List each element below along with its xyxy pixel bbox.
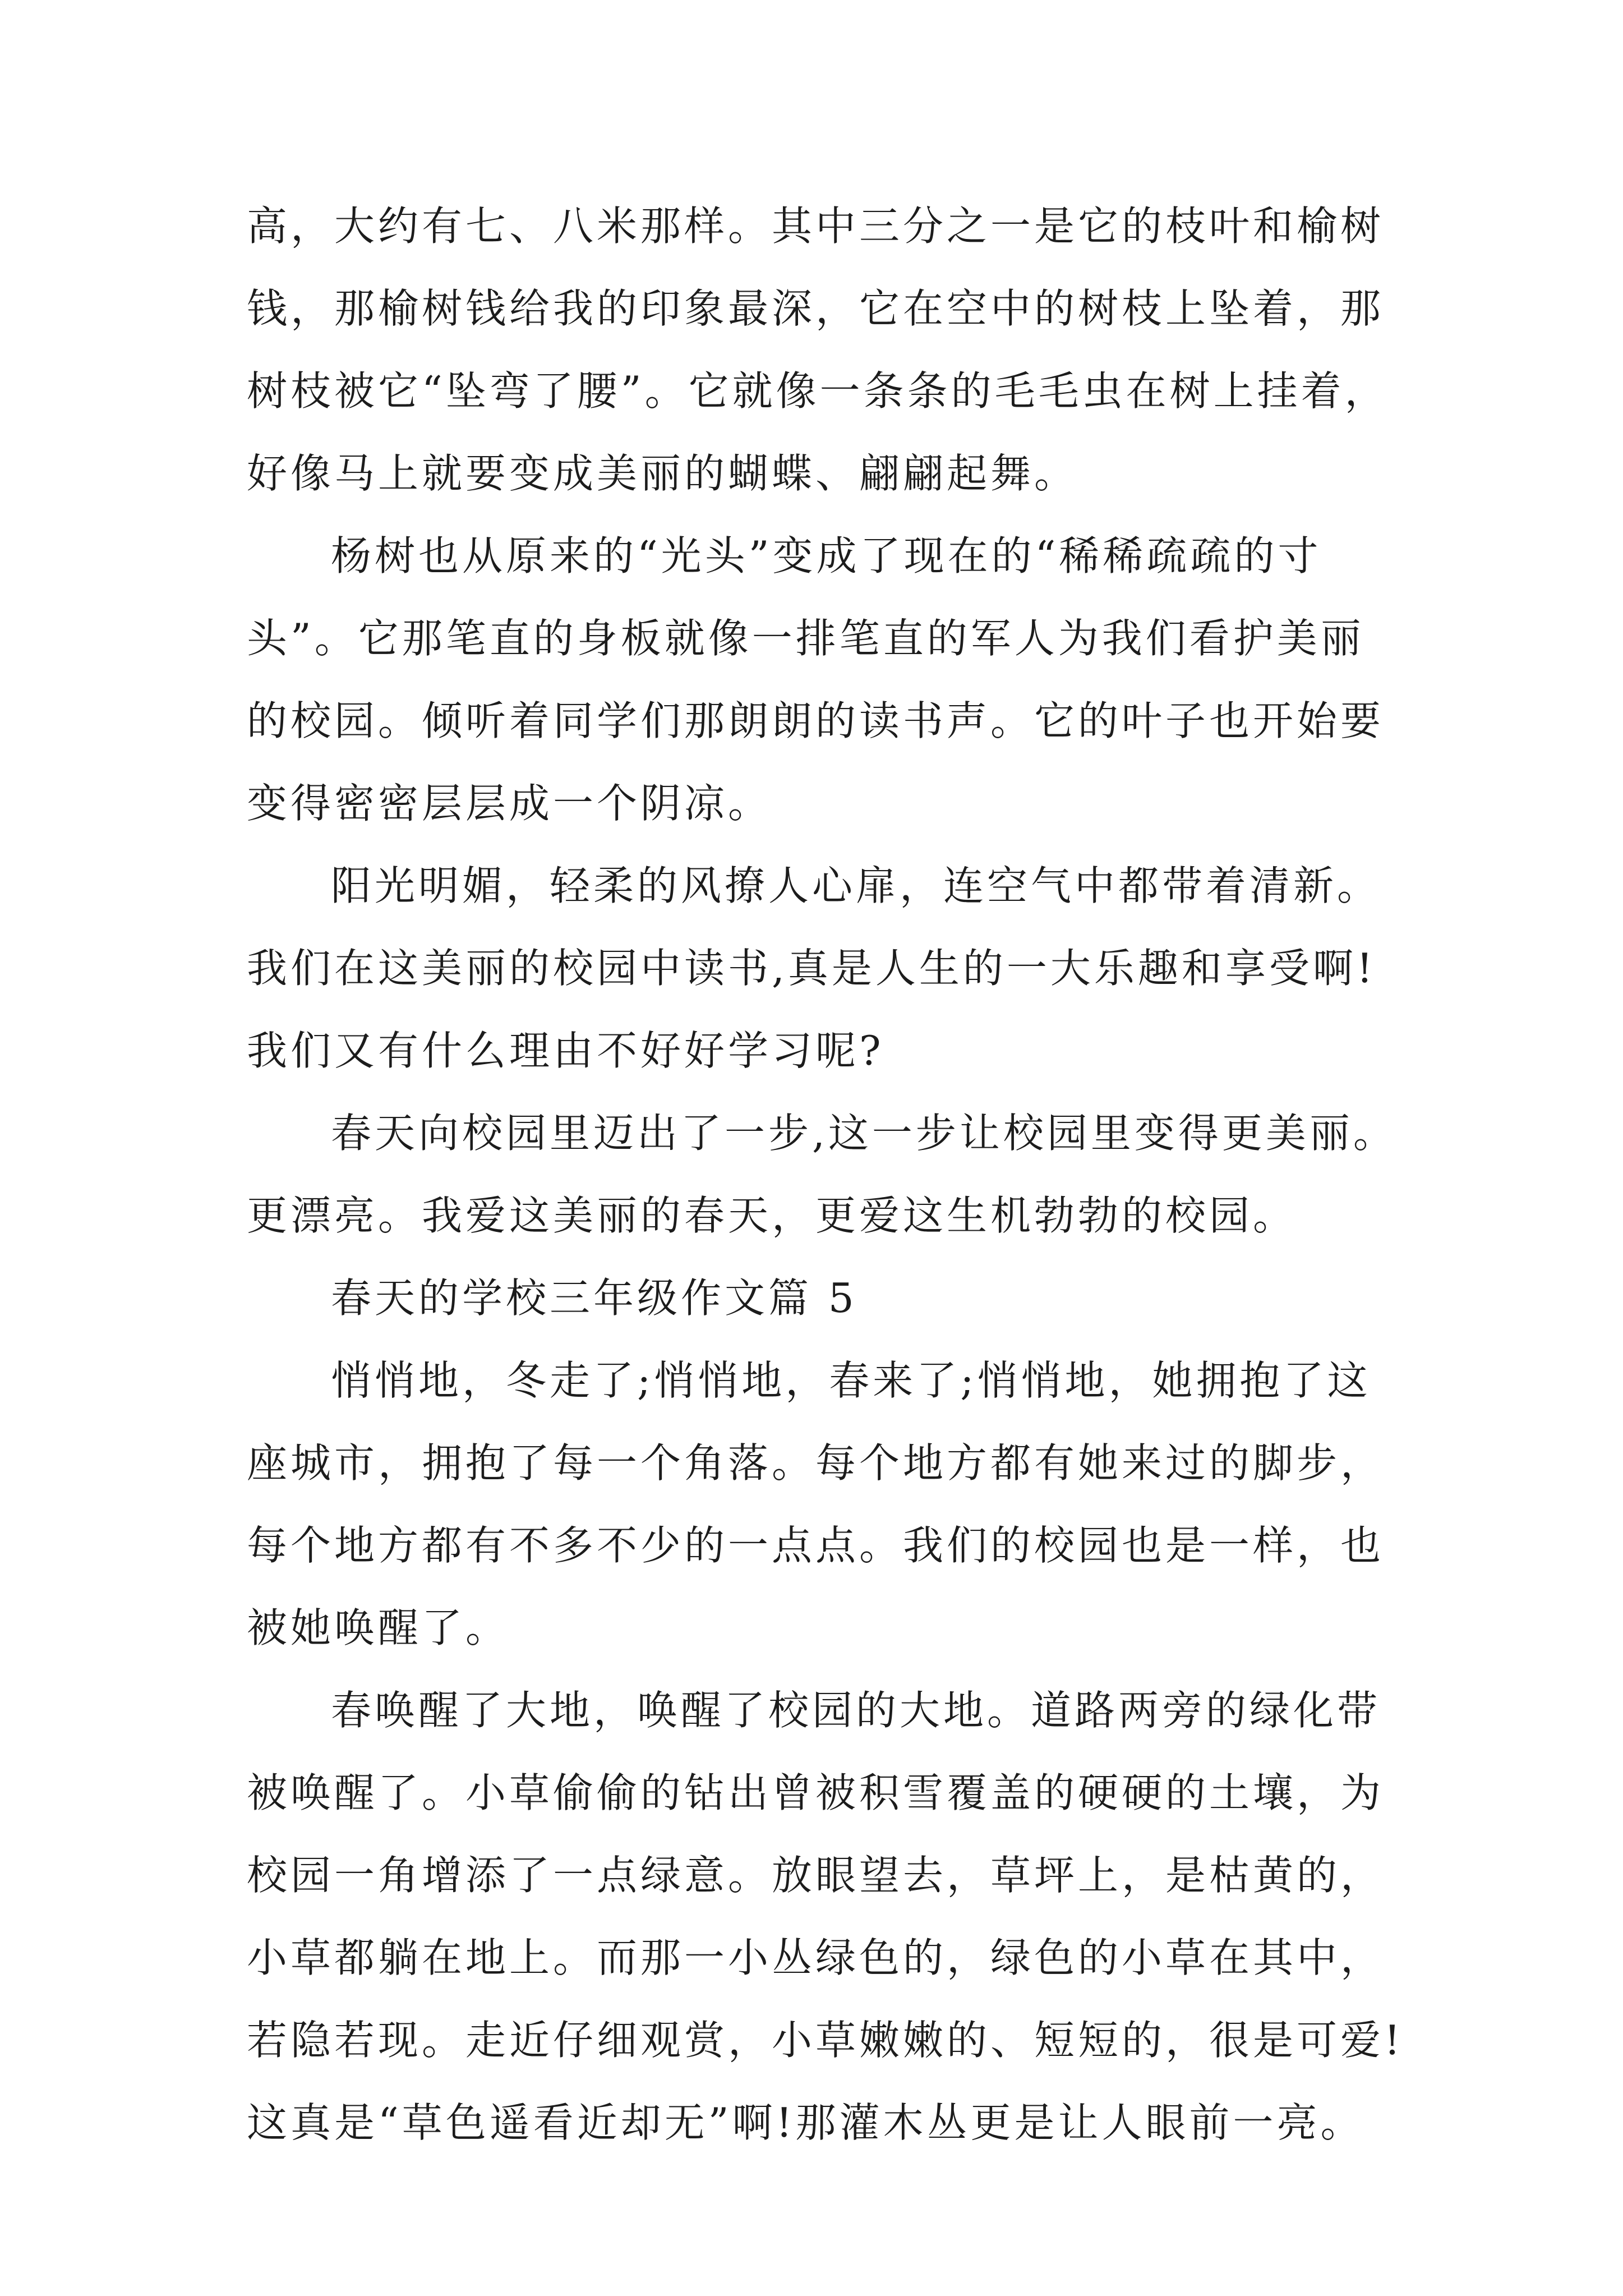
paragraph-5 — [247, 1340, 1413, 1669]
text-line: 小草都躺在地上。而那一小丛绿色的，绿色的小草在其中， — [247, 1934, 1385, 1981]
text-line: 变得密密层层成一个阴凉。 — [247, 780, 772, 827]
paragraph-4 — [247, 1092, 1413, 1257]
text-line: 钱，那榆树钱给我的印象最深，它在空中的树枝上坠着，那 — [247, 285, 1385, 332]
text-line: 头”。它那笔直的身板就像一排笔直的军人为我们看护美丽 — [247, 615, 1364, 662]
text-line: 这真是“草色遥看近却无”啊!那灌木丛更是让人眼前一亮。 — [247, 2099, 1364, 2146]
text-line: 被她唤醒了。 — [247, 1604, 510, 1651]
text-line: 若隐若现。走近仔细观赏，小草嫩嫩的、短短的，很是可爱! — [247, 2017, 1404, 2064]
document-body — [247, 185, 1413, 2164]
text-line: 春唤醒了大地，唤醒了校园的大地。道路两旁的绿化带 — [331, 1687, 1381, 1734]
section-heading — [247, 1257, 1413, 1340]
text-line: 悄悄地，冬走了;悄悄地，春来了;悄悄地，她拥抱了这 — [331, 1357, 1371, 1404]
text-line: 校园一角增添了一点绿意。放眼望去，草坪上，是枯黄的， — [247, 1852, 1385, 1899]
text-line: 杨树也从原来的“光头”变成了现在的“稀稀疏疏的寸 — [331, 532, 1322, 579]
text-line: 更漂亮。我爱这美丽的春天，更爱这生机勃勃的校园。 — [247, 1192, 1297, 1239]
text-line: 被唤醒了。小草偷偷的钻出曾被积雪覆盖的硬硬的土壤，为 — [247, 1769, 1385, 1816]
paragraph-6 — [247, 1669, 1413, 2164]
heading-text: 春天的学校三年级作文篇 5 — [331, 1274, 857, 1322]
paragraph-3 — [247, 845, 1413, 1092]
text-line: 阳光明媚，轻柔的风撩人心扉，连空气中都带着清新。 — [331, 862, 1381, 909]
text-line: 树枝被它“坠弯了腰”。它就像一条条的毛毛虫在树上挂着， — [247, 367, 1389, 415]
text-line: 我们又有什么理由不好好学习呢? — [247, 1027, 884, 1074]
text-line: 春天向校园里迈出了一步,这一步让校园里变得更美丽。 — [331, 1110, 1397, 1157]
text-line: 座城市，拥抱了每一个角落。每个地方都有她来过的脚步， — [247, 1439, 1385, 1487]
text-line: 的校园。倾听着同学们那朗朗的读书声。它的叶子也开始要 — [247, 697, 1385, 744]
text-line: 每个地方都有不多不少的一点点。我们的校园也是一样，也 — [247, 1522, 1385, 1569]
paragraph-2 — [247, 515, 1413, 845]
paragraph-1 — [247, 185, 1413, 515]
text-line: 我们在这美丽的校园中读书,真是人生的一大乐趣和享受啊! — [247, 945, 1376, 992]
text-line: 好像马上就要变成美丽的蝴蝶、翩翩起舞。 — [247, 450, 1078, 497]
text-line: 高，大约有七、八米那样。其中三分之一是它的枝叶和榆树 — [247, 203, 1385, 250]
